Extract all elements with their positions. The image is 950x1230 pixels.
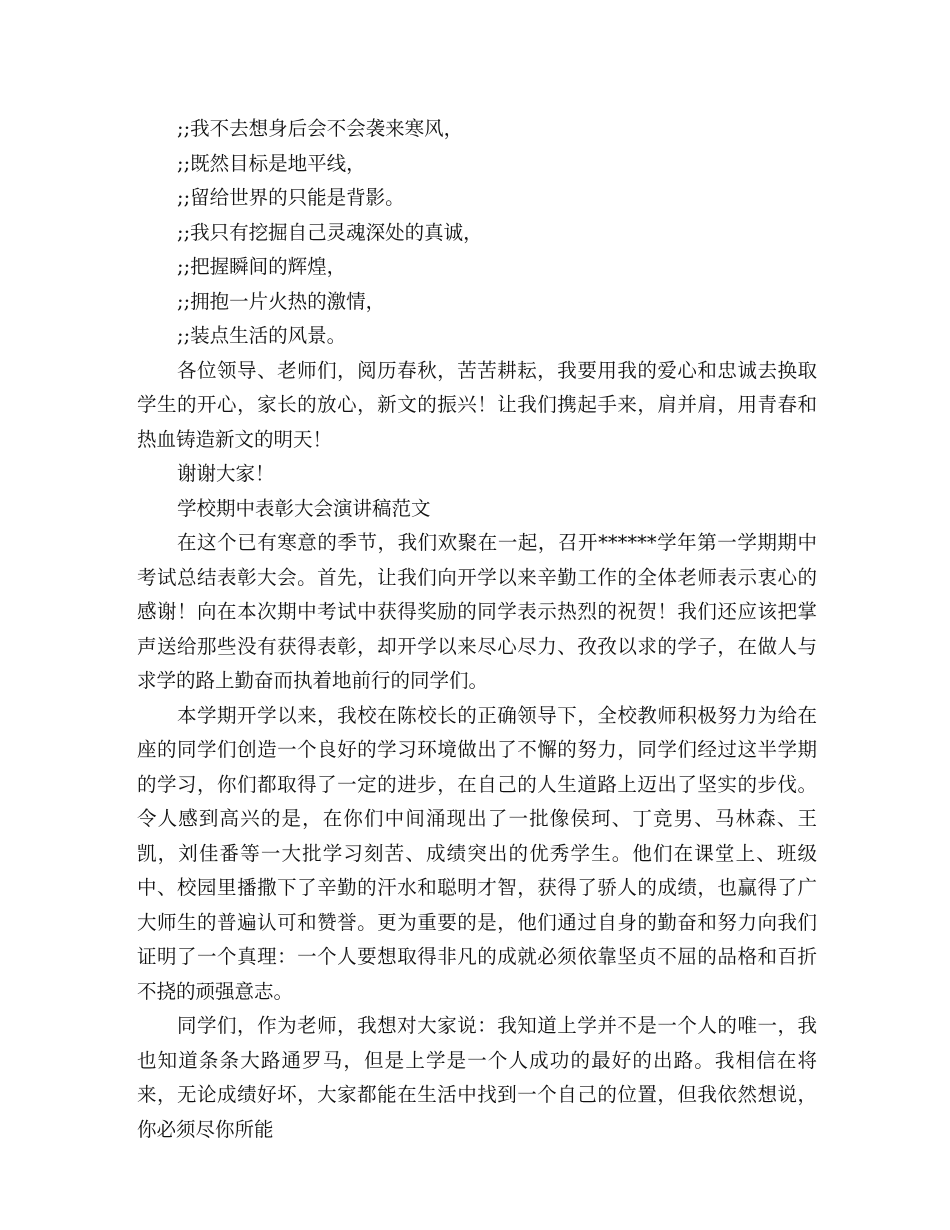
body-paragraph: 同学们，作为老师，我想对大家说：我知道上学并不是一个人的唯一，我也知道条条大路通罗马，但是上学是一个人成功的最好的出路。我相信在将来，无论成绩好坏，大家都能在生活中找到一个自己的位置，但我依然想说，你必须尽你所能: [137, 1014, 817, 1141]
poem-line: ;;留给世界的只能是背影。: [177, 186, 405, 209]
poem-line: ;;把握瞬间的辉煌，: [177, 255, 347, 278]
poem-line: ;;我不去想身后会不会袭来寒风，: [177, 117, 464, 140]
document-body: [137, 112, 817, 1147]
poem-line: ;;既然目标是地平线，: [177, 151, 366, 175]
poem-line: ;;装点生活的风景。: [177, 324, 347, 347]
poem-line: ;;拥抱一片火热的激情，: [177, 289, 386, 313]
poem-line: ;;我只有挖掘自己灵魂深处的真诚，: [177, 220, 483, 244]
section-title: 学校期中表彰大会演讲稿范文: [177, 496, 431, 520]
body-paragraph: 本学期开学以来，我校在陈校长的正确领导下，全校教师积极努力为给在座的同学们创造一个良好的学习环境做出了不懈的努力，同学们经过这半学期的学习，你们都取得了一定的进步，在自己的人生道路上迈出了坚实的步伐。令人感到高兴的是，在你们中间涌现出了一批像侯珂、丁竞男、马林森、王凯，刘佳番等一大批学习刻苦、成绩突出的优秀学生。他们在课堂上、班级中、校园里播撒下了辛勤的汗水和聪明才智，获得了骄人的成绩，也赢得了广大师生的普遍认可和赞誉。更为重要的是，他们通过自身的勤奋和努力向我们证明了一个真理：一个人要想取得非凡的成就必须依靠坚贞不屈的品格和百折不挠的顽强意志。: [137, 703, 817, 1003]
closing-paragraph: 各位领导、老师们，阅历春秋，苦苦耕耘，我要用我的爱心和忠诚去换取学生的开心，家长的放心，新文的振兴！让我们携起手来，肩并肩，用青春和热血铸造新文的明天！: [137, 358, 817, 451]
body-paragraph: 在这个已有寒意的季节，我们欢聚在一起，召开******学年第一学期期中考试总结表彰大会。首先，让我们向开学以来辛勤工作的全体老师表示衷心的感谢！向在本次期中考试中获得奖励的同学表示热烈的祝贺！我们还应该把掌声送给那些没有获得表彰，却开学以来尽心尽力、孜孜以求的学子，在做人与求学的路上勤奋而执着地前行的同学们。: [137, 531, 817, 692]
thanks-line: 谢谢大家！: [177, 462, 275, 485]
